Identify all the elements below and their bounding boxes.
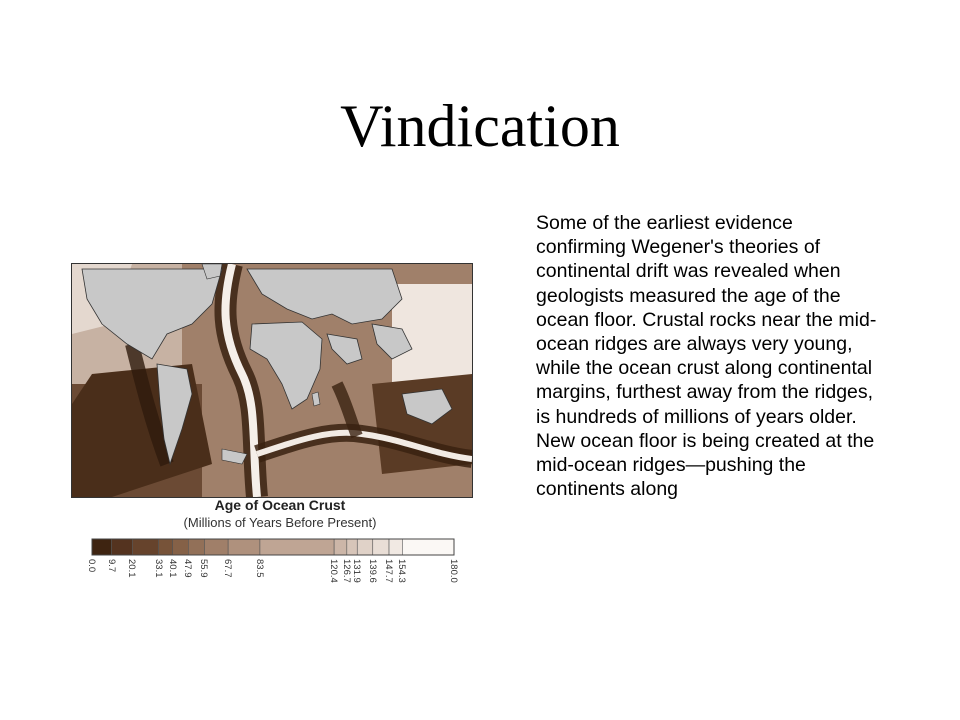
scale-swatch: [357, 539, 372, 555]
scale-swatch: [204, 539, 228, 555]
scale-tick-label: 55.9: [198, 559, 210, 578]
legend-title: Age of Ocean Crust: [214, 497, 346, 513]
scale-tick-label: 0.0: [86, 559, 97, 573]
scale-swatch: [188, 539, 204, 555]
scale-swatch: [402, 539, 454, 555]
scale-tick-label: 33.1: [152, 559, 164, 578]
scale-swatch: [173, 539, 189, 555]
scale-tick-label: 67.7: [222, 559, 234, 578]
scale-swatch: [260, 539, 334, 555]
scale-swatch: [389, 539, 402, 555]
scale-swatch: [159, 539, 173, 555]
scale-swatch: [373, 539, 389, 555]
scale-tick-label: 40.1: [166, 559, 178, 578]
scale-swatch: [92, 539, 112, 555]
scale-tick-label: 126.7: [340, 559, 352, 583]
scale-tick-label: 9.7: [105, 559, 117, 573]
scale-swatch: [334, 539, 347, 555]
scale-tick-label: 180.0: [448, 559, 459, 583]
scale-swatch: [347, 539, 357, 555]
ocean-crust-age-map: [71, 263, 473, 498]
scale-swatch: [228, 539, 260, 555]
scale-tick-label: 154.3: [396, 559, 408, 583]
scale-swatch: [132, 539, 158, 555]
scale-tick-label: 47.9: [182, 559, 194, 578]
scale-tick-label: 20.1: [126, 559, 138, 578]
scale-tick-label: 139.6: [366, 559, 378, 583]
scale-swatch: [112, 539, 133, 555]
slide-title: Vindication: [340, 93, 620, 159]
slide-body-text: Some of the earliest evidence confirming Wegener's theories of continental drift was revealed when geologists measured the age of the ocean floor. Crustal rocks near the mid-ocean ridges are always very young, while the ocean crust along continental margins, furthest away from the ridges, is hundreds of millions of years older. New ocean floor is being created at the mid-ocean ridges—pushing the continents along: [536, 212, 877, 501]
age-color-scale: [90, 537, 462, 559]
scale-tick-label: 83.5: [253, 559, 265, 578]
scale-tick-label: 120.4: [328, 559, 340, 583]
scale-tick-label: 147.7: [383, 559, 395, 583]
legend-subtitle: (Millions of Years Before Present): [183, 515, 377, 530]
scale-tick-label: 131.9: [351, 559, 363, 583]
